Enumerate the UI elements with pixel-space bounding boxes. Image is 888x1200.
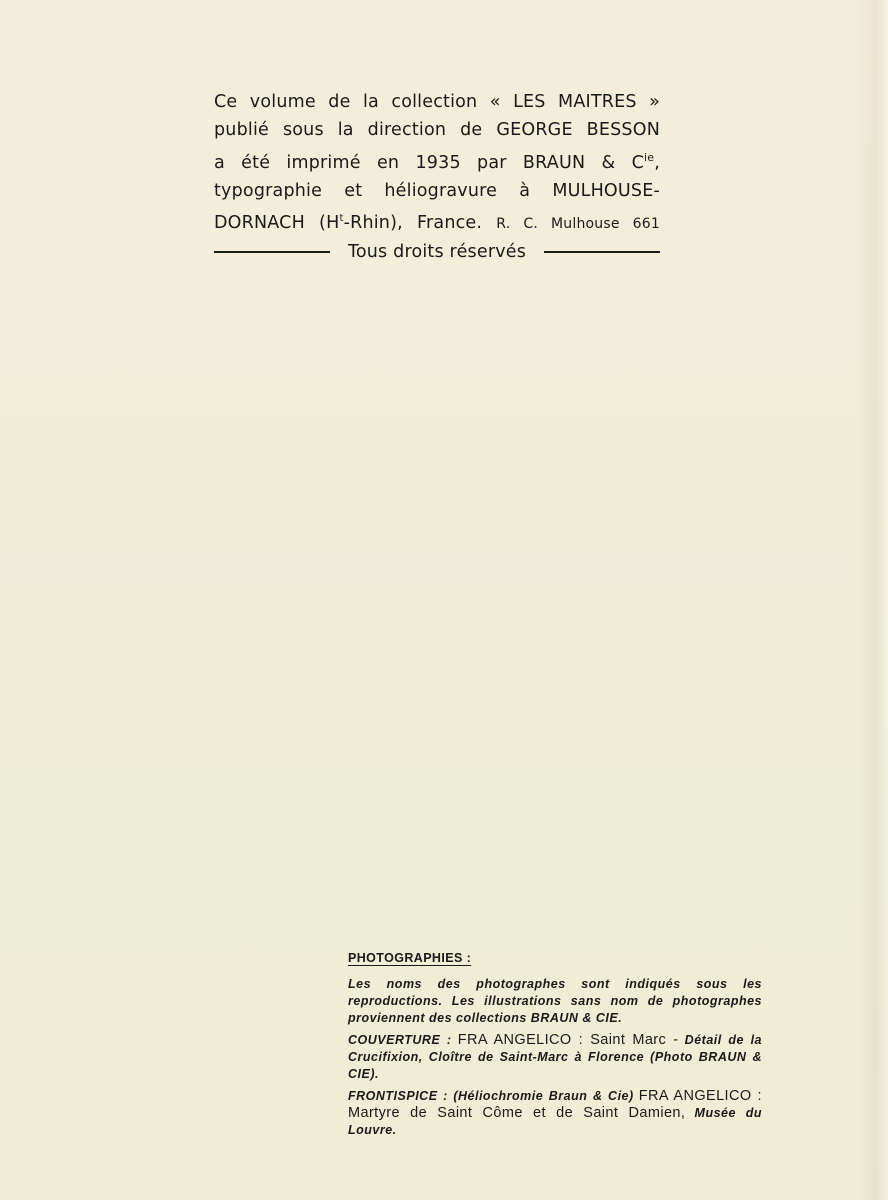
colophon-line-5-text-a: DORNACH (H (214, 212, 340, 233)
colophon-line-5-superscript: t (339, 212, 344, 224)
colophon-line-3 (214, 144, 660, 177)
colophon-line-1: Ce volume de la collection « LES MAITRES » (214, 92, 660, 112)
rights-line (214, 238, 660, 266)
cover-credit (348, 1032, 762, 1083)
colophon-line-3-text: a été imprimé en 1935 par BRAUN & C (214, 152, 644, 173)
frontispiece-label: FRONTISPICE : (Héliochromie Braun & Cie) (348, 1089, 634, 1103)
frontispiece-location: Musée du Louvre. (348, 1106, 762, 1137)
right-rule (544, 251, 660, 253)
photo-credits-note: Les noms des photographes sont indiqués sous les reproductions. Les illustrations sans nom de photographes proviennent des collections BRAUN & CIE. (348, 977, 762, 1025)
colophon-line-5 (214, 205, 660, 238)
photo-credits (348, 950, 762, 1144)
colophon-line-5-text-b: -Rhin), France. (343, 212, 483, 233)
colophon-line-4: typographie et héliogravure à MULHOUSE- (214, 180, 660, 201)
cover-title: FRA ANGELICO : Saint Marc - (457, 1032, 679, 1048)
colophon-line-2: publié sous la direction de GEORGE BESSON (214, 120, 660, 140)
registry-number: R. C. Mulhouse 661 (496, 215, 661, 232)
rights-text: Tous droits réservés (347, 241, 527, 262)
page-edge (858, 0, 888, 1200)
left-rule (214, 251, 330, 253)
colophon-line-3-superscript: ie (644, 151, 655, 164)
colophon-line-3-comma: , (654, 152, 660, 173)
photo-credits-heading: PHOTOGRAPHIES : (348, 951, 472, 965)
cover-label: COUVERTURE : (348, 1033, 452, 1047)
cover-detail: Détail de la Crucifixion, Cloître de Saint-Marc à Florence (Photo BRAUN & CIE). (348, 1033, 763, 1081)
frontispiece-credit (348, 1088, 762, 1139)
frontispiece-title: FRA ANGELICO : Martyre de Saint Côme et de Saint Damien, (348, 1088, 762, 1121)
colophon (214, 88, 660, 266)
